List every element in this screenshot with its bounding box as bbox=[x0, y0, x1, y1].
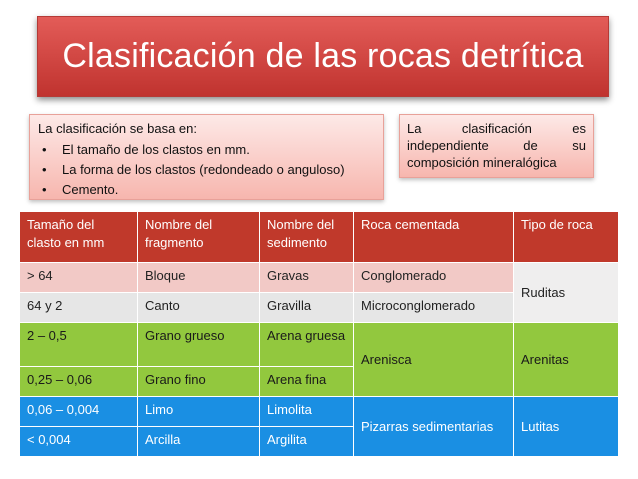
header-sediment: Nombre del sedimento bbox=[260, 212, 354, 263]
cell-fragment: Canto bbox=[138, 293, 260, 323]
cell-size: 0,06 – 0,004 bbox=[20, 397, 138, 427]
cell-size: 0,25 – 0,06 bbox=[20, 367, 138, 397]
basis-item-size: • El tamaño de los clastos en mm. bbox=[38, 140, 375, 160]
composition-note-box bbox=[399, 114, 594, 178]
basis-intro: La clasificación se basa en: bbox=[38, 121, 197, 136]
cell-fragment: Arcilla bbox=[138, 427, 260, 457]
cell-sediment: Arena fina bbox=[260, 367, 354, 397]
cell-size: 64 y 2 bbox=[20, 293, 138, 323]
title-banner bbox=[37, 16, 609, 97]
cell-sediment: Limolita bbox=[260, 397, 354, 427]
table-header-row bbox=[20, 212, 619, 263]
cell-sediment: Arena gruesa bbox=[260, 323, 354, 367]
header-fragment: Nombre del fragmento bbox=[138, 212, 260, 263]
cell-fragment: Limo bbox=[138, 397, 260, 427]
cell-fragment: Grano fino bbox=[138, 367, 260, 397]
cell-rock: Microconglomerado bbox=[354, 293, 514, 323]
slide-title: Clasificación de las rocas detrítica bbox=[62, 37, 584, 75]
cell-fragment: Grano grueso bbox=[138, 323, 260, 367]
basis-list bbox=[38, 140, 375, 200]
cell-sediment: Argilita bbox=[260, 427, 354, 457]
cell-size: 2 – 0,5 bbox=[20, 323, 138, 367]
table-row bbox=[20, 323, 619, 367]
basis-item-cement: • Cemento. bbox=[38, 180, 375, 200]
cell-type-arenitas: Arenitas bbox=[514, 323, 619, 397]
cell-size: > 64 bbox=[20, 263, 138, 293]
cell-rock-pizarras: Pizarras sedimentarias bbox=[354, 397, 514, 457]
cell-rock-arenisca: Arenisca bbox=[354, 323, 514, 397]
composition-note: La clasificación es independiente de su composición mineralógica bbox=[407, 121, 586, 170]
header-rock: Roca cementada bbox=[354, 212, 514, 263]
cell-type-ruditas: Ruditas bbox=[514, 263, 619, 323]
table-row bbox=[20, 263, 619, 293]
cell-sediment: Gravilla bbox=[260, 293, 354, 323]
cell-sediment: Gravas bbox=[260, 263, 354, 293]
cell-type-lutitas: Lutitas bbox=[514, 397, 619, 457]
rock-classification-table bbox=[19, 211, 619, 457]
header-type: Tipo de roca bbox=[514, 212, 619, 263]
classification-basis-box bbox=[29, 114, 384, 200]
basis-item-shape: • La forma de los clastos (redondeado o anguloso) bbox=[38, 160, 375, 180]
cell-rock: Conglomerado bbox=[354, 263, 514, 293]
table-row bbox=[20, 397, 619, 427]
cell-fragment: Bloque bbox=[138, 263, 260, 293]
cell-size: < 0,004 bbox=[20, 427, 138, 457]
header-size: Tamaño del clasto en mm bbox=[20, 212, 138, 263]
